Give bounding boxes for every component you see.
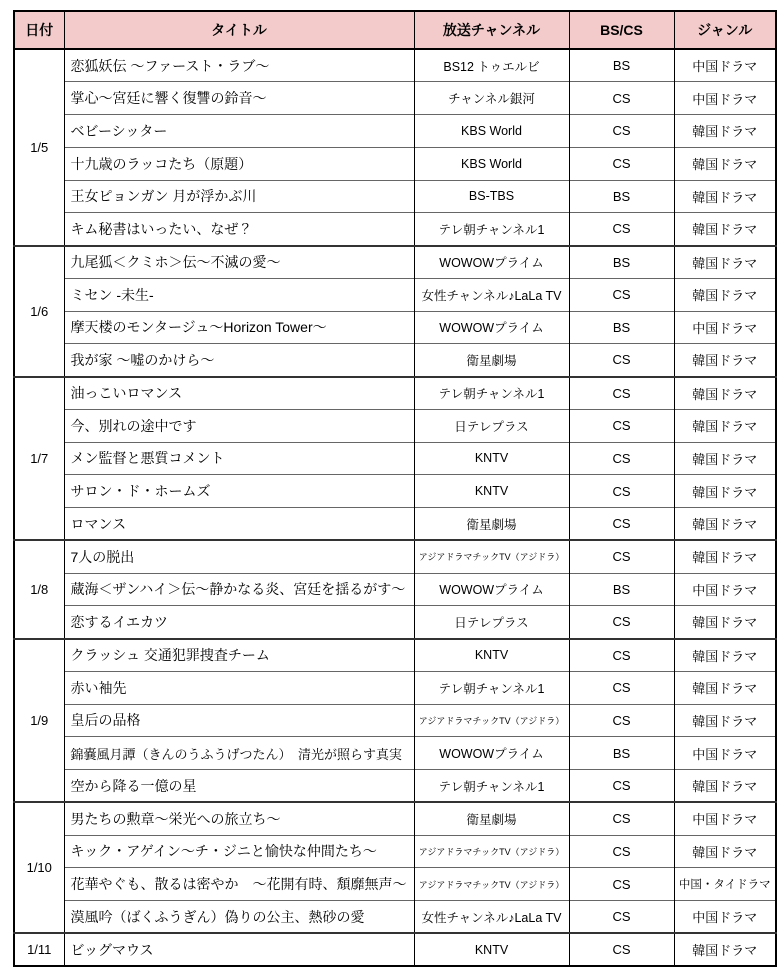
channel-cell: WOWOWプライム — [414, 246, 569, 279]
header-channel: 放送チャンネル — [414, 11, 569, 49]
table-row — [14, 671, 776, 704]
title-cell: 油っこいロマンス — [64, 377, 414, 410]
header-row — [14, 11, 776, 49]
table-row — [14, 802, 776, 835]
channel-cell: KBS World — [414, 147, 569, 180]
genre-cell: 韓国ドラマ — [674, 475, 776, 508]
table-row — [14, 770, 776, 803]
genre-cell: 韓国ドラマ — [674, 344, 776, 377]
bscs-cell: CS — [569, 901, 674, 934]
table-row — [14, 442, 776, 475]
channel-cell: KNTV — [414, 475, 569, 508]
table-row — [14, 377, 776, 410]
genre-cell: 韓国ドラマ — [674, 377, 776, 410]
header-title: タイトル — [64, 11, 414, 49]
title-cell: 恋するイエカツ — [64, 606, 414, 639]
channel-cell: 女性チャンネル♪LaLa TV — [414, 901, 569, 934]
table-row — [14, 147, 776, 180]
genre-cell: 中国ドラマ — [674, 49, 776, 82]
bscs-cell: CS — [569, 115, 674, 148]
channel-cell: KNTV — [414, 442, 569, 475]
bscs-cell: CS — [569, 377, 674, 410]
genre-cell: 韓国ドラマ — [674, 704, 776, 737]
title-cell: 王女ピョンガン 月が浮かぶ川 — [64, 180, 414, 213]
bscs-cell: BS — [569, 246, 674, 279]
bscs-cell: BS — [569, 311, 674, 344]
title-cell: キム秘書はいったい、なぜ？ — [64, 213, 414, 246]
genre-cell: 韓国ドラマ — [674, 115, 776, 148]
genre-cell: 中国・タイドラマ — [674, 868, 776, 901]
date-cell: 1/10 — [14, 802, 64, 933]
channel-cell: WOWOWプライム — [414, 737, 569, 770]
table-row — [14, 409, 776, 442]
title-cell: 7人の脱出 — [64, 540, 414, 573]
channel-cell: アジアドラマチックTV（アジドラ） — [414, 704, 569, 737]
table-row — [14, 868, 776, 901]
channel-cell: アジアドラマチックTV（アジドラ） — [414, 540, 569, 573]
genre-cell: 中国ドラマ — [674, 311, 776, 344]
title-cell: ビッグマウス — [64, 933, 414, 966]
table-row — [14, 82, 776, 115]
genre-cell: 韓国ドラマ — [674, 180, 776, 213]
table-row — [14, 49, 776, 82]
bscs-cell: CS — [569, 213, 674, 246]
bscs-cell: CS — [569, 508, 674, 541]
date-cell: 1/5 — [14, 49, 64, 246]
title-cell: 恋狐妖伝 ～ファースト・ラブ～ — [64, 49, 414, 82]
genre-cell: 韓国ドラマ — [674, 639, 776, 672]
title-cell: クラッシュ 交通犯罪捜査チーム — [64, 639, 414, 672]
channel-cell: テレ朝チャンネル1 — [414, 213, 569, 246]
channel-cell: 衛星劇場 — [414, 344, 569, 377]
table-row — [14, 508, 776, 541]
channel-cell: 衛星劇場 — [414, 802, 569, 835]
title-cell: 錦嚢風月譚（きんのうふうげつたん） 清光が照らす真実 — [64, 737, 414, 770]
channel-cell: KNTV — [414, 933, 569, 966]
title-cell: ベビーシッター — [64, 115, 414, 148]
channel-cell: テレ朝チャンネル1 — [414, 671, 569, 704]
channel-cell: KBS World — [414, 115, 569, 148]
title-cell: 我が家 ～嘘のかけら～ — [64, 344, 414, 377]
genre-cell: 韓国ドラマ — [674, 409, 776, 442]
drama-schedule-table — [13, 10, 777, 967]
genre-cell: 中国ドラマ — [674, 737, 776, 770]
genre-cell: 韓国ドラマ — [674, 278, 776, 311]
table-row — [14, 573, 776, 606]
date-cell: 1/7 — [14, 377, 64, 541]
channel-cell: 女性チャンネル♪LaLa TV — [414, 278, 569, 311]
header-date: 日付 — [14, 11, 64, 49]
genre-cell: 韓国ドラマ — [674, 770, 776, 803]
title-cell: メン監督と悪質コメント — [64, 442, 414, 475]
bscs-cell: CS — [569, 704, 674, 737]
table-row — [14, 278, 776, 311]
title-cell: 蔵海＜ザンハイ＞伝～静かなる炎、宮廷を揺るがす～ — [64, 573, 414, 606]
title-cell: 皇后の品格 — [64, 704, 414, 737]
title-cell: キック・アゲイン～チ・ジニと愉快な仲間たち～ — [64, 835, 414, 868]
channel-cell: 日テレプラス — [414, 606, 569, 639]
title-cell: 今、別れの途中です — [64, 409, 414, 442]
bscs-cell: CS — [569, 540, 674, 573]
bscs-cell: CS — [569, 475, 674, 508]
bscs-cell: CS — [569, 606, 674, 639]
bscs-cell: BS — [569, 737, 674, 770]
title-cell: 摩天楼のモンタージュ～Horizon Tower～ — [64, 311, 414, 344]
table-row — [14, 606, 776, 639]
title-cell: 男たちの勲章～栄光への旅立ち～ — [64, 802, 414, 835]
bscs-cell: BS — [569, 49, 674, 82]
header-bscs: BS/CS — [569, 11, 674, 49]
title-cell: ロマンス — [64, 508, 414, 541]
genre-cell: 韓国ドラマ — [674, 147, 776, 180]
channel-cell: 衛星劇場 — [414, 508, 569, 541]
channel-cell: KNTV — [414, 639, 569, 672]
title-cell: 赤い袖先 — [64, 671, 414, 704]
title-cell: 漠風吟（ばくふうぎん）偽りの公主、熱砂の愛 — [64, 901, 414, 934]
table-row — [14, 475, 776, 508]
genre-cell: 中国ドラマ — [674, 573, 776, 606]
bscs-cell: CS — [569, 802, 674, 835]
genre-cell: 韓国ドラマ — [674, 213, 776, 246]
bscs-cell: CS — [569, 868, 674, 901]
title-cell: 掌心～宮廷に響く復讐の鈴音～ — [64, 82, 414, 115]
bscs-cell: CS — [569, 278, 674, 311]
channel-cell: アジアドラマチックTV（アジドラ） — [414, 835, 569, 868]
table-row — [14, 737, 776, 770]
channel-cell: テレ朝チャンネル1 — [414, 770, 569, 803]
table-row — [14, 835, 776, 868]
table-header — [14, 11, 776, 49]
genre-cell: 韓国ドラマ — [674, 933, 776, 966]
genre-cell: 韓国ドラマ — [674, 246, 776, 279]
channel-cell: BS-TBS — [414, 180, 569, 213]
date-cell: 1/9 — [14, 639, 64, 803]
channel-cell: テレ朝チャンネル1 — [414, 377, 569, 410]
genre-cell: 韓国ドラマ — [674, 606, 776, 639]
bscs-cell: CS — [569, 770, 674, 803]
bscs-cell: CS — [569, 409, 674, 442]
table-row — [14, 540, 776, 573]
bscs-cell: CS — [569, 835, 674, 868]
genre-cell: 中国ドラマ — [674, 82, 776, 115]
genre-cell: 韓国ドラマ — [674, 671, 776, 704]
genre-cell: 韓国ドラマ — [674, 540, 776, 573]
table-row — [14, 933, 776, 966]
title-cell: ミセン -未生- — [64, 278, 414, 311]
table-row — [14, 311, 776, 344]
bscs-cell: CS — [569, 442, 674, 475]
channel-cell: WOWOWプライム — [414, 573, 569, 606]
channel-cell: アジアドラマチックTV（アジドラ） — [414, 868, 569, 901]
genre-cell: 韓国ドラマ — [674, 508, 776, 541]
table-row — [14, 115, 776, 148]
date-cell: 1/11 — [14, 933, 64, 966]
table-row — [14, 213, 776, 246]
genre-cell: 韓国ドラマ — [674, 442, 776, 475]
genre-cell: 中国ドラマ — [674, 802, 776, 835]
title-cell: 十九歳のラッコたち（原題） — [64, 147, 414, 180]
table-row — [14, 344, 776, 377]
date-cell: 1/6 — [14, 246, 64, 377]
title-cell: サロン・ド・ホームズ — [64, 475, 414, 508]
table-body — [14, 49, 776, 966]
bscs-cell: BS — [569, 180, 674, 213]
table-row — [14, 246, 776, 279]
bscs-cell: BS — [569, 573, 674, 606]
bscs-cell: CS — [569, 671, 674, 704]
channel-cell: チャンネル銀河 — [414, 82, 569, 115]
bscs-cell: CS — [569, 82, 674, 115]
table-row — [14, 180, 776, 213]
title-cell: 花華やぐも、散るは密やか ～花開有時、頽靡無声～ — [64, 868, 414, 901]
channel-cell: BS12 トゥエルビ — [414, 49, 569, 82]
table-row — [14, 704, 776, 737]
table-row — [14, 639, 776, 672]
title-cell: 九尾狐＜クミホ＞伝～不滅の愛～ — [64, 246, 414, 279]
table-row — [14, 901, 776, 934]
genre-cell: 韓国ドラマ — [674, 835, 776, 868]
header-genre: ジャンル — [674, 11, 776, 49]
bscs-cell: CS — [569, 147, 674, 180]
date-cell: 1/8 — [14, 540, 64, 638]
drama-schedule-document — [13, 10, 775, 967]
title-cell: 空から降る一億の星 — [64, 770, 414, 803]
bscs-cell: CS — [569, 933, 674, 966]
bscs-cell: CS — [569, 639, 674, 672]
genre-cell: 中国ドラマ — [674, 901, 776, 934]
channel-cell: WOWOWプライム — [414, 311, 569, 344]
bscs-cell: CS — [569, 344, 674, 377]
channel-cell: 日テレプラス — [414, 409, 569, 442]
